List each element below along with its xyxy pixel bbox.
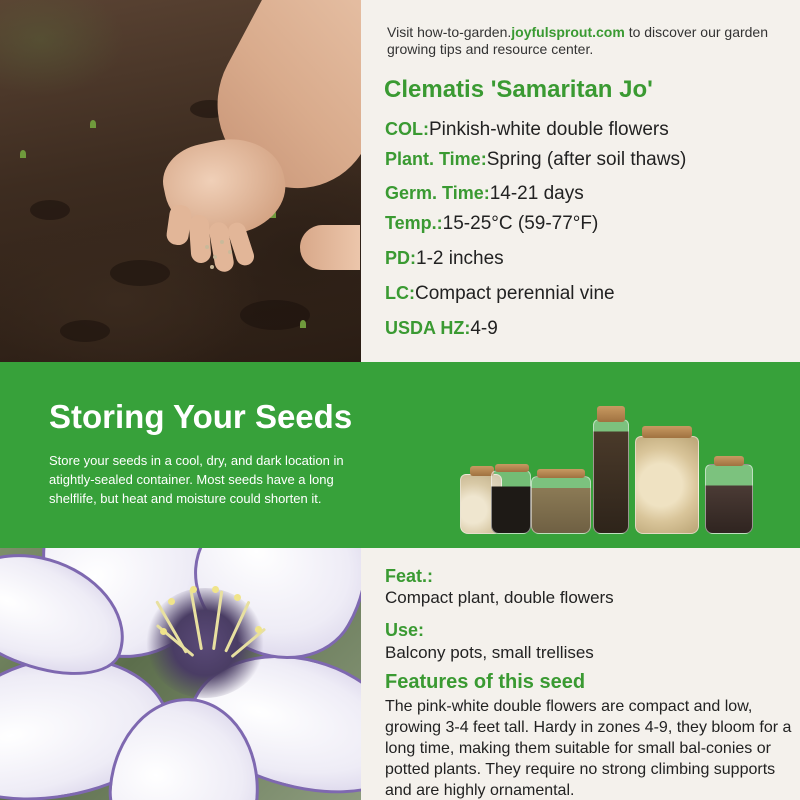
spec-value: Pinkish-white double flowers (429, 119, 669, 140)
spec-label: COL: (385, 119, 429, 139)
promo-prefix: Visit how-to-garden. (387, 24, 512, 40)
spec-label: Germ. Time: (385, 183, 490, 203)
spec-value: Spring (after soil thaws) (486, 149, 687, 170)
spec-value: Compact perennial vine (415, 283, 615, 304)
spec-germination-time (385, 183, 584, 205)
spec-value: 4-9 (470, 318, 498, 339)
spec-usda-zone (385, 318, 498, 340)
storing-seeds-band (0, 362, 800, 548)
feature-label: Feat.: (385, 566, 434, 586)
spec-label: USDA HZ: (385, 318, 471, 338)
features-description: The pink-white double flowers are compact and low, growing 3-4 feet tall. Hardy in zones 4-9, they bloom for a long time, making them suitable for small bal-conies or potted plants. They require no strong climbing supports and are highly ornamental. (385, 698, 792, 799)
spec-color (385, 119, 669, 141)
spec-value: 1-2 inches (416, 248, 504, 269)
spec-label: LC: (385, 283, 415, 303)
promo-text (387, 24, 787, 58)
storing-seeds-title: Storing Your Seeds (49, 398, 353, 435)
storing-seeds-text: Store your seeds in a cool, dry, and dark location in atightly-sealed container. Most seeds have a long shelflife, but heat and moisture could shorten it. (49, 453, 344, 506)
seed-jars-photo (455, 384, 765, 534)
spec-label: PD: (385, 248, 416, 268)
features-panel (361, 548, 800, 800)
features-heading: Features of this seed (385, 671, 586, 693)
use-label: Use: (385, 620, 425, 640)
promo-suffix: to discover our garden growing tips and resource center. (387, 24, 769, 57)
spec-plant-time (385, 149, 686, 171)
plant-title: Clematis 'Samaritan Jo' (384, 76, 653, 103)
bottom-section (0, 548, 800, 800)
spec-label: Plant. Time: (385, 149, 487, 169)
spec-planting-depth (385, 248, 504, 270)
feature-value: Compact plant, double flowers (385, 588, 614, 607)
spec-label: Temp.: (385, 213, 443, 233)
plant-info-panel (361, 0, 800, 362)
spec-value: 15-25°C (59-77°F) (442, 213, 599, 234)
top-section (0, 0, 800, 362)
spec-temperature (385, 213, 598, 235)
spec-value: 14-21 days (489, 183, 584, 204)
use-value: Balcony pots, small trellises (385, 643, 594, 662)
promo-domain-link[interactable]: joyfulsprout.com (511, 24, 625, 40)
spec-life-cycle (385, 283, 615, 305)
hand-sowing-seeds-photo (0, 0, 361, 362)
clematis-flower-photo (0, 548, 361, 800)
